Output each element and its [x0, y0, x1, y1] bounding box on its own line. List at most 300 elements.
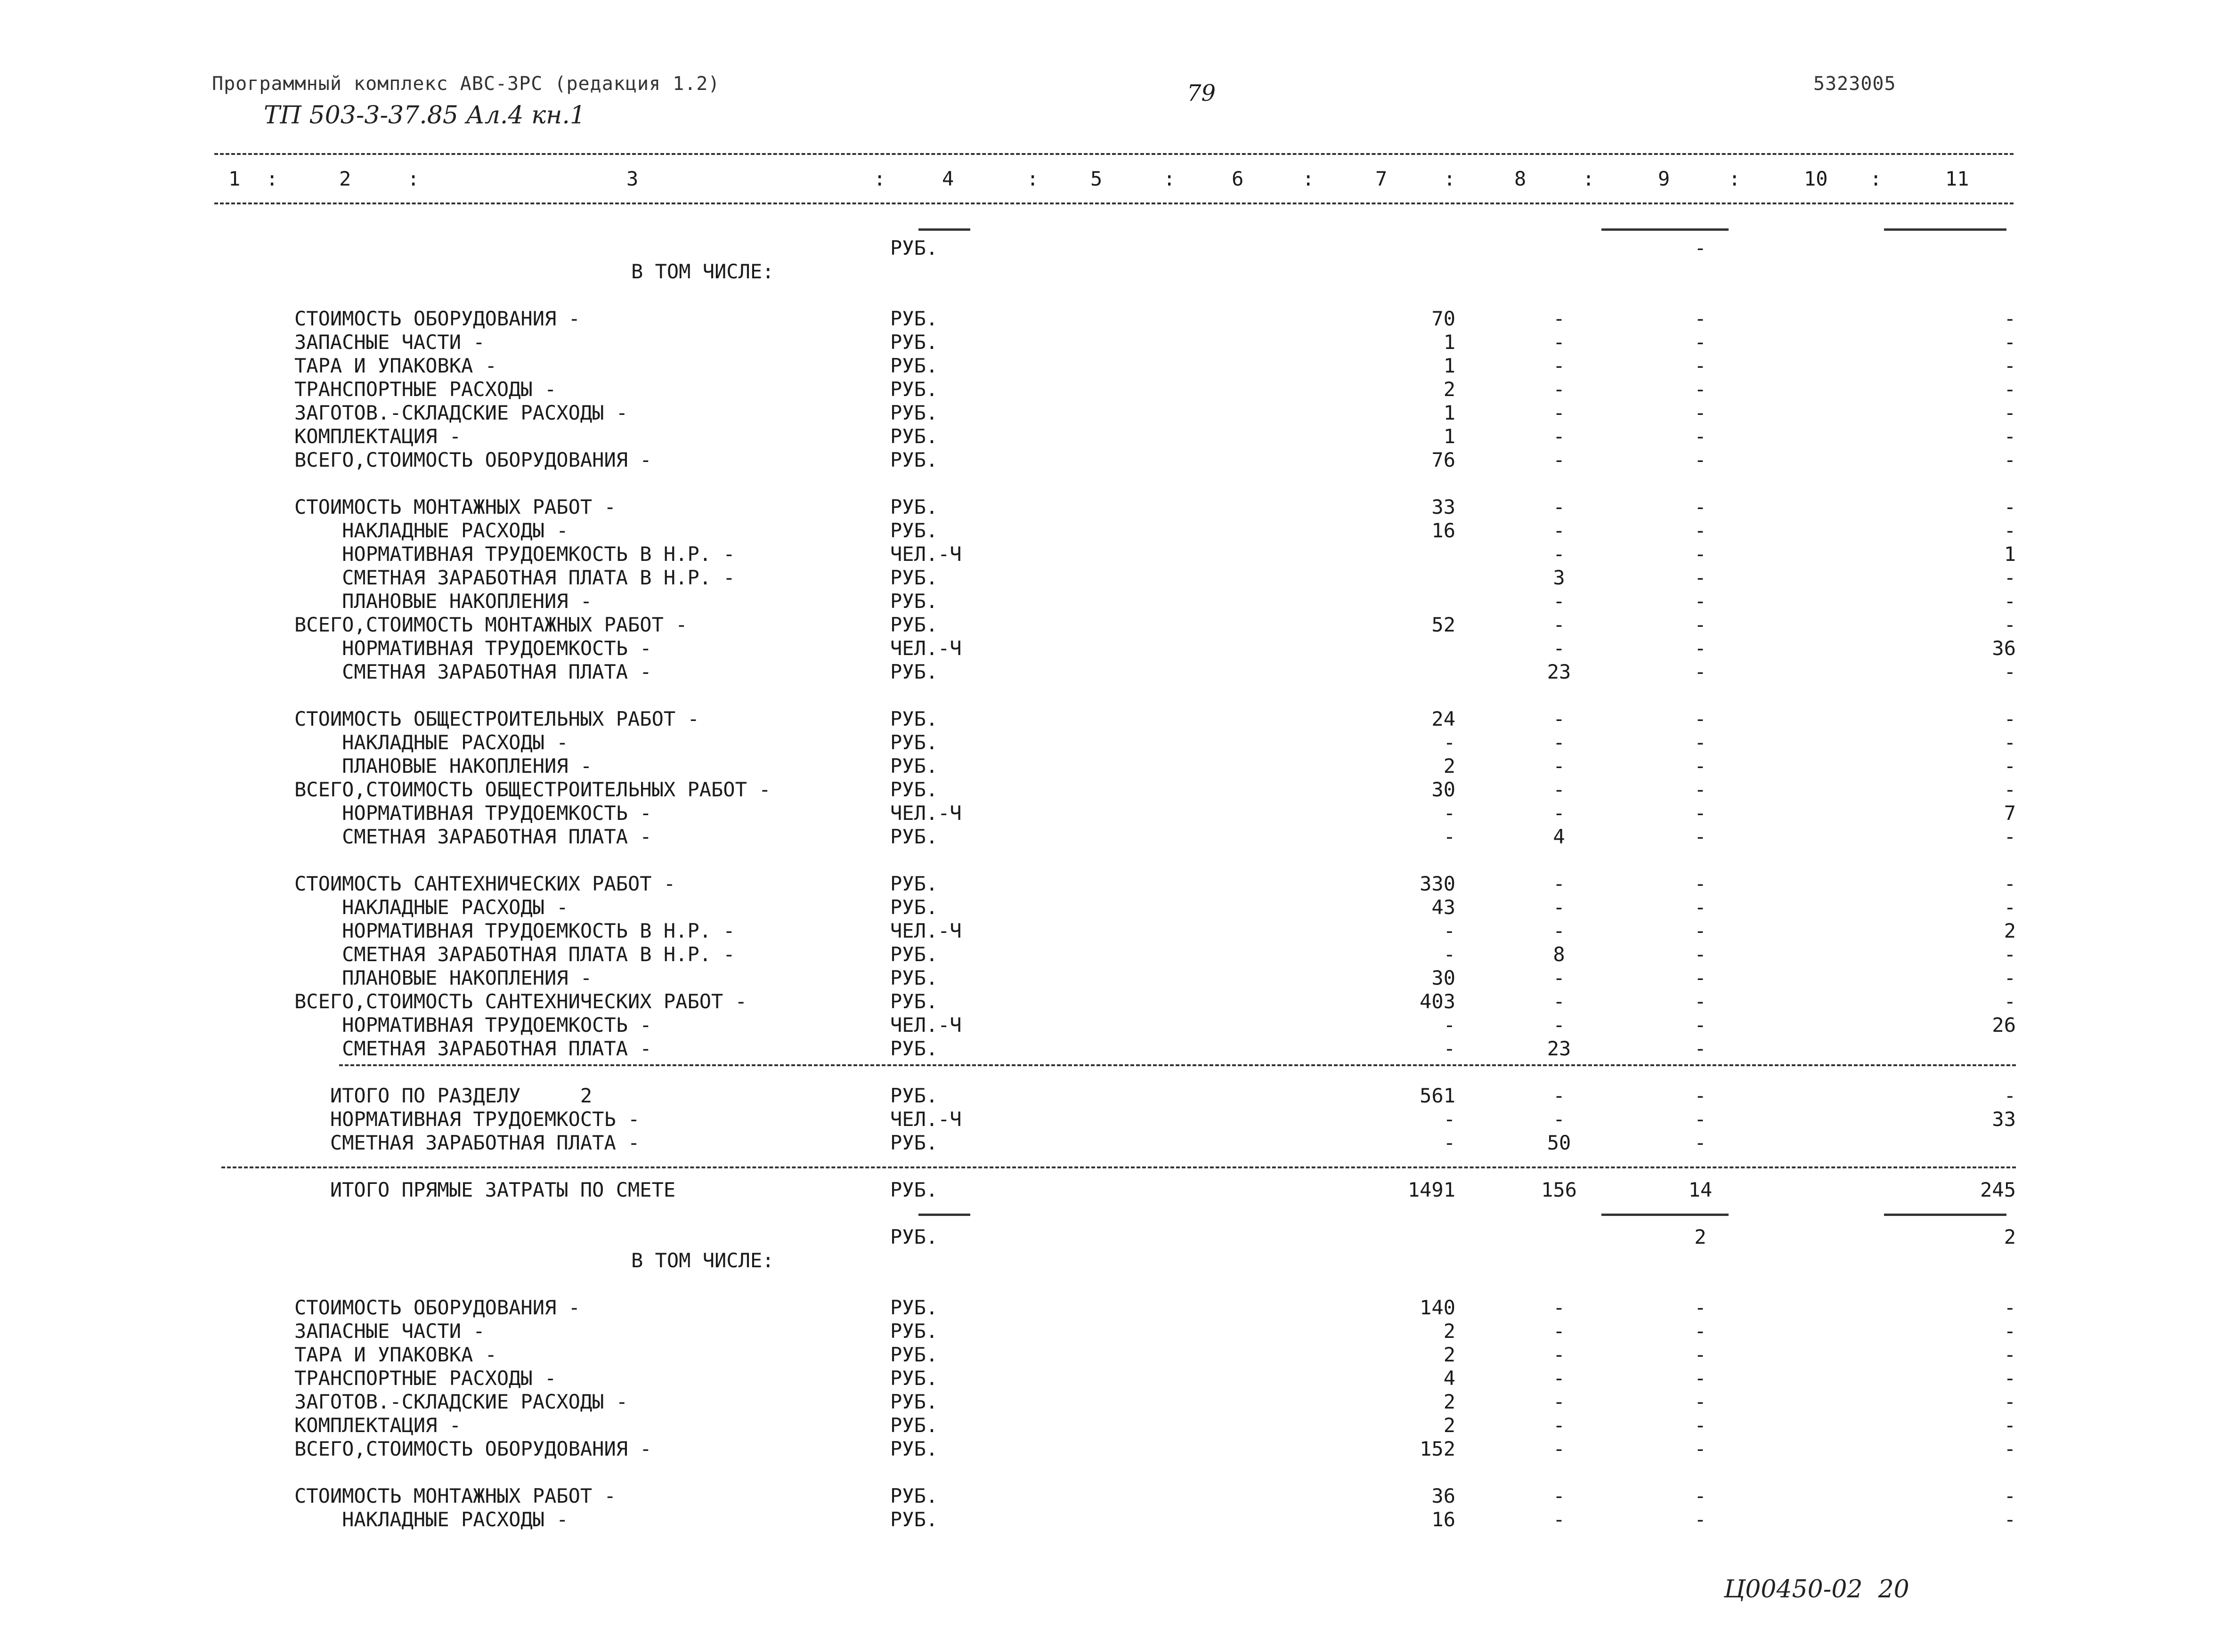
row-unit: РУБ. — [890, 613, 938, 636]
row-col8: - — [1553, 1437, 1565, 1460]
row-label: НОРМАТИВНАЯ ТРУДОЕМКОСТЬ - — [294, 1013, 652, 1037]
row-col11: - — [2004, 331, 2016, 354]
row-unit: РУБ. — [890, 1367, 938, 1390]
table-row — [0, 966, 2225, 990]
row-unit: ЧЕЛ.-Ч — [890, 919, 962, 942]
row-label: ПЛАНОВЫЕ НАКОПЛЕНИЯ - — [294, 590, 593, 613]
row-unit: РУБ. — [890, 448, 938, 471]
row-col9: - — [1694, 1367, 1706, 1390]
row-unit: РУБ. — [890, 236, 938, 259]
row-col8: - — [1553, 354, 1565, 377]
row-col7: - — [1443, 919, 1455, 942]
row-unit: РУБ. — [890, 566, 938, 589]
row-label: ВСЕГО,СТОИМОСТЬ ОБОРУДОВАНИЯ - — [294, 1437, 652, 1460]
column-number: : — [407, 167, 420, 190]
row-col7: 152 — [1420, 1437, 1455, 1460]
row-label: СТОИМОСТЬ ОБЩЕСТРОИТЕЛЬНЫХ РАБОТ - — [294, 707, 699, 730]
row-label: ВСЕГО,СТОИМОСТЬ ОБЩЕСТРОИТЕЛЬНЫХ РАБОТ - — [294, 778, 771, 801]
row-unit: РУБ. — [890, 1178, 938, 1201]
row-col9: 2 — [1694, 1225, 1706, 1248]
row-col7: 2 — [1443, 1414, 1455, 1437]
row-col9: - — [1694, 448, 1706, 471]
row-col7: 330 — [1420, 872, 1455, 895]
row-unit: РУБ. — [890, 778, 938, 801]
column-number: : — [1302, 167, 1315, 190]
column-number: : — [1870, 167, 1882, 190]
row-col11: - — [2004, 378, 2016, 401]
row-unit: ЧЕЛ.-Ч — [890, 1013, 962, 1037]
column-number: 1 — [228, 167, 241, 190]
column-number: : — [1444, 167, 1456, 190]
row-col7: 33 — [1431, 495, 1455, 518]
row-col7: - — [1443, 1108, 1455, 1131]
table-row — [0, 1343, 2225, 1367]
row-col8: - — [1553, 378, 1565, 401]
row-col9: - — [1694, 1084, 1706, 1107]
row-col9: - — [1694, 660, 1706, 683]
row-col8: - — [1553, 1343, 1565, 1366]
row-label: ВСЕГО,СТОИМОСТЬ САНТЕХНИЧЕСКИХ РАБОТ - — [294, 990, 747, 1013]
row-unit: ЧЕЛ.-Ч — [890, 802, 962, 825]
table-row — [0, 1084, 2225, 1108]
row-col11: - — [2004, 754, 2016, 777]
row-unit: РУБ. — [890, 754, 938, 777]
row-label: ТАРА И УПАКОВКА - — [294, 1343, 497, 1366]
row-col9: - — [1694, 943, 1706, 966]
row-col11: - — [2004, 590, 2016, 613]
row-label: ЗАГОТОВ.-СКЛАДСКИЕ РАСХОДЫ - — [294, 401, 628, 424]
row-col8: 23 — [1547, 1037, 1571, 1060]
program-title: Программный комплекс АВС-ЗРС (редакция 1.2) — [212, 73, 720, 95]
row-col9: - — [1694, 590, 1706, 613]
row-unit: РУБ. — [890, 1414, 938, 1437]
row-col7: 140 — [1420, 1296, 1455, 1319]
row-unit: РУБ. — [890, 990, 938, 1013]
row-col11: - — [2004, 1084, 2016, 1107]
row-col9: - — [1694, 802, 1706, 825]
table-row — [0, 283, 2225, 307]
table-row — [0, 448, 2225, 472]
row-unit: РУБ. — [890, 1320, 938, 1343]
row-col11: - — [2004, 990, 2016, 1013]
row-col9: - — [1694, 425, 1706, 448]
row-unit: РУБ. — [890, 1390, 938, 1413]
row-label: ТРАНСПОРТНЫЕ РАСХОДЫ - — [294, 378, 557, 401]
table-row — [0, 707, 2225, 731]
row-label: СТОИМОСТЬ ОБОРУДОВАНИЯ - — [294, 307, 580, 330]
row-col8: 4 — [1553, 825, 1565, 848]
row-unit: РУБ. — [890, 378, 938, 401]
column-number: : — [266, 167, 278, 190]
column-number: : — [1583, 167, 1595, 190]
row-col11: 36 — [1992, 637, 2016, 660]
row-col7: 1 — [1443, 354, 1455, 377]
row-col7: - — [1443, 1013, 1455, 1037]
table-row — [0, 1131, 2225, 1155]
row-label: НАКЛАДНЫЕ РАСХОДЫ - — [294, 731, 568, 754]
row-col8: - — [1553, 990, 1565, 1013]
row-col9: - — [1694, 1414, 1706, 1437]
column-number: 2 — [339, 167, 351, 190]
row-label: ИТОГО ПО РАЗДЕЛУ 2 — [294, 1084, 593, 1107]
row-col9: - — [1694, 236, 1706, 259]
row-col11: 245 — [1980, 1178, 2016, 1201]
row-unit: РУБ. — [890, 660, 938, 683]
row-col9: - — [1694, 778, 1706, 801]
row-col8: - — [1553, 1320, 1565, 1343]
table-row — [0, 1414, 2225, 1437]
row-unit: РУБ. — [890, 1296, 938, 1319]
table-row — [0, 1108, 2225, 1131]
row-col7: 24 — [1431, 707, 1455, 730]
row-col8: - — [1553, 307, 1565, 330]
row-col9: - — [1694, 401, 1706, 424]
row-col7: 2 — [1443, 754, 1455, 777]
row-col8: - — [1553, 778, 1565, 801]
row-col7: 2 — [1443, 1390, 1455, 1413]
row-col9: - — [1694, 1296, 1706, 1319]
table-row — [0, 519, 2225, 543]
row-label: В ТОМ ЧИСЛЕ: — [631, 1249, 774, 1272]
row-col9: - — [1694, 919, 1706, 942]
table-row — [0, 236, 2225, 260]
table-row — [0, 307, 2225, 331]
row-col11: - — [2004, 307, 2016, 330]
row-col7: 561 — [1420, 1084, 1455, 1107]
table-row — [0, 990, 2225, 1013]
section-rule — [339, 1064, 2016, 1066]
table-row — [0, 331, 2225, 354]
row-label: В ТОМ ЧИСЛЕ: — [631, 260, 774, 283]
row-col8: - — [1553, 1367, 1565, 1390]
row-label: ИТОГО ПРЯМЫЕ ЗАТРАТЫ ПО СМЕТЕ — [294, 1178, 676, 1201]
row-label: СМЕТНАЯ ЗАРАБОТНАЯ ПЛАТА - — [294, 1037, 652, 1060]
table-row — [0, 731, 2225, 754]
table-row — [0, 401, 2225, 425]
column-number: 8 — [1514, 167, 1527, 190]
row-col8: - — [1553, 1508, 1565, 1531]
row-col11: - — [2004, 896, 2016, 919]
handwritten-reference: ТП 503-3-37.85 Ал.4 кн.1 — [264, 101, 585, 130]
rule-col9-mid — [1601, 1214, 1729, 1216]
row-unit: РУБ. — [890, 1484, 938, 1507]
row-col7: 70 — [1431, 307, 1455, 330]
table-row — [0, 1037, 2225, 1061]
column-number: 4 — [942, 167, 954, 190]
row-col11: - — [2004, 1414, 2016, 1437]
column-number: 7 — [1375, 167, 1388, 190]
table-row — [0, 1225, 2225, 1249]
row-label: НОРМАТИВНАЯ ТРУДОЕМКОСТЬ - — [294, 1108, 640, 1131]
row-unit: ЧЕЛ.-Ч — [890, 1108, 962, 1131]
row-col8: - — [1553, 1414, 1565, 1437]
row-col9: - — [1694, 331, 1706, 354]
row-unit: РУБ. — [890, 966, 938, 989]
row-label: ЗАПАСНЫЕ ЧАСТИ - — [294, 1320, 485, 1343]
table-row — [0, 872, 2225, 896]
row-col9: - — [1694, 613, 1706, 636]
row-col8: - — [1553, 613, 1565, 636]
row-col7: - — [1443, 731, 1455, 754]
row-col9: - — [1694, 378, 1706, 401]
row-col8: - — [1553, 872, 1565, 895]
row-unit: РУБ. — [890, 731, 938, 754]
row-col9: - — [1694, 307, 1706, 330]
row-unit: РУБ. — [890, 331, 938, 354]
row-col7: 1 — [1443, 425, 1455, 448]
column-number: : — [874, 167, 886, 190]
row-col7: 403 — [1420, 990, 1455, 1013]
row-col11: - — [2004, 778, 2016, 801]
table-row — [0, 1272, 2225, 1296]
row-col11: 33 — [1992, 1108, 2016, 1131]
row-col8: - — [1553, 896, 1565, 919]
row-col9: - — [1694, 1131, 1706, 1154]
row-label: ВСЕГО,СТОИМОСТЬ МОНТАЖНЫХ РАБОТ - — [294, 613, 688, 636]
section-total-rule — [221, 1166, 2016, 1168]
row-unit: РУБ. — [890, 1131, 938, 1154]
row-col9: - — [1694, 1013, 1706, 1037]
row-label: НОРМАТИВНАЯ ТРУДОЕМКОСТЬ В Н.Р. - — [294, 919, 735, 942]
table-row — [0, 1013, 2225, 1037]
row-label: НАКЛАДНЫЕ РАСХОДЫ - — [294, 519, 568, 542]
header-top-rule — [214, 153, 2014, 155]
column-number: : — [1027, 167, 1039, 190]
row-col9: - — [1694, 519, 1706, 542]
row-unit: РУБ. — [890, 495, 938, 518]
row-col11: - — [2004, 1508, 2016, 1531]
column-number: : — [1163, 167, 1176, 190]
row-col8: 50 — [1547, 1131, 1571, 1154]
row-col11: - — [2004, 519, 2016, 542]
row-col8: - — [1553, 1390, 1565, 1413]
table-row — [0, 1508, 2225, 1531]
row-unit: ЧЕЛ.-Ч — [890, 637, 962, 660]
row-col11: - — [2004, 731, 2016, 754]
row-col11: 7 — [2004, 802, 2016, 825]
row-label: СМЕТНАЯ ЗАРАБОТНАЯ ПЛАТА В Н.Р. - — [294, 943, 735, 966]
row-label: ПЛАНОВЫЕ НАКОПЛЕНИЯ - — [294, 966, 593, 989]
row-col9: - — [1694, 990, 1706, 1013]
row-col9: - — [1694, 966, 1706, 989]
row-col11: 26 — [1992, 1013, 2016, 1037]
row-unit: РУБ. — [890, 1508, 938, 1531]
row-col9: - — [1694, 1508, 1706, 1531]
row-unit: РУБ. — [890, 943, 938, 966]
row-col11: 2 — [2004, 1225, 2016, 1248]
row-label: КОМПЛЕКТАЦИЯ - — [294, 425, 462, 448]
row-col8: 3 — [1553, 566, 1565, 589]
row-unit: РУБ. — [890, 401, 938, 424]
row-col11: - — [2004, 872, 2016, 895]
row-unit: РУБ. — [890, 354, 938, 377]
handwritten-footer-code: Ц00450-02 20 — [1724, 1575, 1909, 1603]
column-number: 5 — [1090, 167, 1103, 190]
table-row — [0, 1296, 2225, 1320]
row-unit: РУБ. — [890, 425, 938, 448]
row-col7: 30 — [1431, 778, 1455, 801]
row-col8: - — [1553, 637, 1565, 660]
header-bottom-rule — [214, 202, 2014, 204]
row-label: НАКЛАДНЫЕ РАСХОДЫ - — [294, 1508, 568, 1531]
row-col11: - — [2004, 1437, 2016, 1460]
row-col7: 2 — [1443, 1343, 1455, 1366]
document-code: 5323005 — [1813, 73, 1896, 95]
row-col9: - — [1694, 637, 1706, 660]
table-row — [0, 425, 2225, 448]
row-col7: 4 — [1443, 1367, 1455, 1390]
row-col11: - — [2004, 1484, 2016, 1507]
row-col7: - — [1443, 825, 1455, 848]
row-label: СТОИМОСТЬ САНТЕХНИЧЕСКИХ РАБОТ - — [294, 872, 676, 895]
row-col9: - — [1694, 731, 1706, 754]
row-col11: - — [2004, 613, 2016, 636]
table-row — [0, 778, 2225, 802]
row-col7: 2 — [1443, 1320, 1455, 1343]
row-label: СМЕТНАЯ ЗАРАБОТНАЯ ПЛАТА - — [294, 825, 652, 848]
table-row — [0, 1461, 2225, 1484]
row-col11: - — [2004, 660, 2016, 683]
table-row — [0, 919, 2225, 943]
row-col11: - — [2004, 354, 2016, 377]
row-unit: РУБ. — [890, 707, 938, 730]
row-unit: РУБ. — [890, 896, 938, 919]
row-col9: - — [1694, 1437, 1706, 1460]
row-col9: - — [1694, 825, 1706, 848]
row-col8: - — [1553, 919, 1565, 942]
row-col9: - — [1694, 707, 1706, 730]
column-number: 11 — [1945, 167, 1969, 190]
row-col11: - — [2004, 1367, 2016, 1390]
row-col9: - — [1694, 1037, 1706, 1060]
row-col9: - — [1694, 566, 1706, 589]
row-col11: - — [2004, 943, 2016, 966]
row-col7: 30 — [1431, 966, 1455, 989]
row-col7: 36 — [1431, 1484, 1455, 1507]
row-col8: - — [1553, 401, 1565, 424]
row-label: НОРМАТИВНАЯ ТРУДОЕМКОСТЬ - — [294, 637, 652, 660]
row-col8: - — [1553, 543, 1565, 566]
row-label: СТОИМОСТЬ МОНТАЖНЫХ РАБОТ - — [294, 495, 616, 518]
row-col8: - — [1553, 519, 1565, 542]
row-col8: - — [1553, 1108, 1565, 1131]
row-unit: РУБ. — [890, 1225, 938, 1248]
table-row — [0, 1367, 2225, 1390]
row-col11: - — [2004, 1320, 2016, 1343]
column-number: 9 — [1658, 167, 1670, 190]
rule-col9-top — [1601, 228, 1729, 231]
column-number: : — [1729, 167, 1741, 190]
table-row — [0, 378, 2225, 401]
row-label: СМЕТНАЯ ЗАРАБОТНАЯ ПЛАТА В Н.Р. - — [294, 566, 735, 589]
table-row — [0, 590, 2225, 613]
row-col7: 16 — [1431, 1508, 1455, 1531]
column-number-row — [0, 167, 2225, 195]
row-label: ТРАНСПОРТНЫЕ РАСХОДЫ - — [294, 1367, 557, 1390]
row-col8: 8 — [1553, 943, 1565, 966]
row-col7: 1 — [1443, 401, 1455, 424]
table-row — [0, 1249, 2225, 1272]
row-col8: - — [1553, 754, 1565, 777]
row-col11: 1 — [2004, 543, 2016, 566]
table-row — [0, 684, 2225, 707]
column-number: 6 — [1232, 167, 1244, 190]
table-row — [0, 660, 2225, 684]
table-row — [0, 849, 2225, 872]
row-col8: - — [1553, 425, 1565, 448]
table-row — [0, 354, 2225, 378]
row-col8: - — [1553, 331, 1565, 354]
row-col8: 156 — [1541, 1178, 1577, 1201]
row-col7: - — [1443, 1131, 1455, 1154]
row-label: НОРМАТИВНАЯ ТРУДОЕМКОСТЬ В Н.Р. - — [294, 543, 735, 566]
row-col8: - — [1553, 707, 1565, 730]
row-col9: - — [1694, 896, 1706, 919]
row-col7: 76 — [1431, 448, 1455, 471]
column-number: 10 — [1804, 167, 1828, 190]
row-label: ЗАГОТОВ.-СКЛАДСКИЕ РАСХОДЫ - — [294, 1390, 628, 1413]
row-label: СМЕТНАЯ ЗАРАБОТНАЯ ПЛАТА - — [294, 660, 652, 683]
row-col8: - — [1553, 1296, 1565, 1319]
row-col7: 16 — [1431, 519, 1455, 542]
table-row — [0, 1484, 2225, 1508]
row-col11: - — [2004, 495, 2016, 518]
row-label: НОРМАТИВНАЯ ТРУДОЕМКОСТЬ - — [294, 802, 652, 825]
row-unit: РУБ. — [890, 1437, 938, 1460]
table-row — [0, 1178, 2225, 1202]
table-row — [0, 637, 2225, 660]
table-row — [0, 495, 2225, 519]
table-row — [0, 260, 2225, 283]
row-col9: - — [1694, 754, 1706, 777]
row-col11: - — [2004, 401, 2016, 424]
row-col8: - — [1553, 802, 1565, 825]
row-col9: - — [1694, 1108, 1706, 1131]
row-col11: - — [2004, 1390, 2016, 1413]
row-col11: - — [2004, 966, 2016, 989]
row-col9: - — [1694, 354, 1706, 377]
row-col9: - — [1694, 1320, 1706, 1343]
table-row — [0, 943, 2225, 966]
table-row — [0, 754, 2225, 778]
row-col9: - — [1694, 1484, 1706, 1507]
row-col11: - — [2004, 425, 2016, 448]
row-col7: - — [1443, 943, 1455, 966]
table-row — [0, 1437, 2225, 1461]
row-unit: РУБ. — [890, 825, 938, 848]
row-col7: 1 — [1443, 331, 1455, 354]
row-col9: - — [1694, 495, 1706, 518]
row-col11: - — [2004, 448, 2016, 471]
row-col8: - — [1553, 966, 1565, 989]
row-col8: - — [1553, 1013, 1565, 1037]
row-col7: 43 — [1431, 896, 1455, 919]
row-col7: 1491 — [1407, 1178, 1455, 1201]
row-col7: - — [1443, 1037, 1455, 1060]
row-col11: - — [2004, 825, 2016, 848]
row-col7: - — [1443, 802, 1455, 825]
row-label: СМЕТНАЯ ЗАРАБОТНАЯ ПЛАТА - — [294, 1131, 640, 1154]
row-unit: ЧЕЛ.-Ч — [890, 543, 962, 566]
column-number: 3 — [626, 167, 639, 190]
page-number: 79 — [1187, 80, 1216, 106]
row-col11: - — [2004, 1296, 2016, 1319]
rule-col4-top — [918, 228, 970, 231]
row-label: ЗАПАСНЫЕ ЧАСТИ - — [294, 331, 485, 354]
row-col9: 14 — [1688, 1178, 1713, 1201]
table-row — [0, 825, 2225, 849]
row-label: СТОИМОСТЬ МОНТАЖНЫХ РАБОТ - — [294, 1484, 616, 1507]
